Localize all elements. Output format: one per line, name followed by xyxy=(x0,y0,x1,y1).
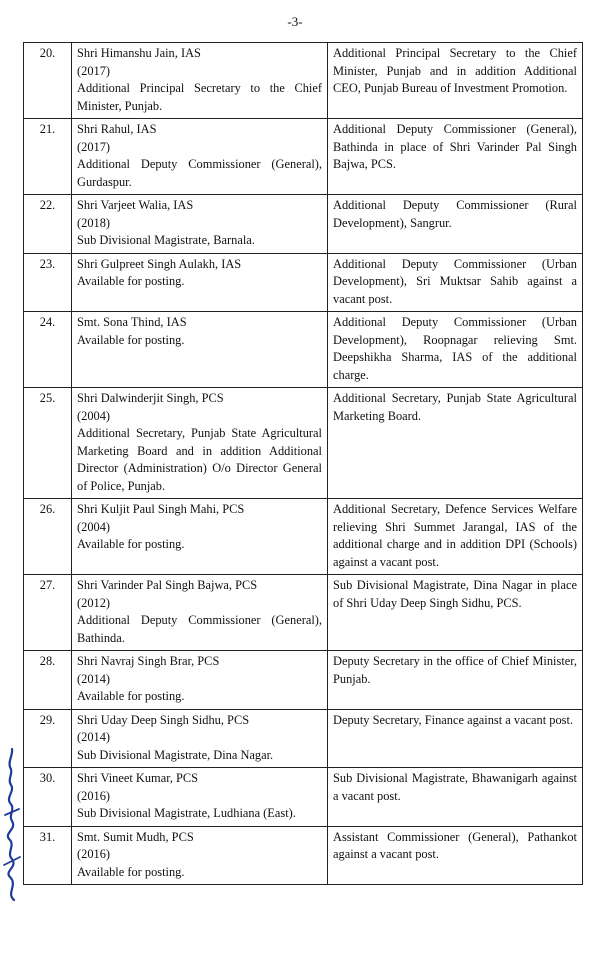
officer-name: Smt. Sumit Mudh, PCS xyxy=(77,829,194,844)
officer-cell xyxy=(72,499,328,575)
table-row xyxy=(24,709,583,768)
officer-batch: (2016) xyxy=(77,847,111,861)
officer-name: Shri Varinder Pal Singh Bajwa, PCS xyxy=(77,578,258,592)
transfer-orders-table xyxy=(23,42,583,885)
officer-cell xyxy=(72,43,328,119)
table-row xyxy=(24,575,583,651)
table-row xyxy=(24,768,583,827)
officer-batch: (2014) xyxy=(77,730,111,744)
table-row xyxy=(24,312,583,388)
table-row xyxy=(24,119,583,195)
officer-cell xyxy=(72,575,328,651)
officer-name: Shri Vineet Kumar, PCS xyxy=(77,771,199,785)
officer-cell xyxy=(72,253,328,312)
serial-number: 26. xyxy=(24,499,72,575)
new-posting: Additional Deputy Commissioner (General), Bathinda in place of Shri Varinder Pal Singh Bajwa, PCS. xyxy=(328,119,583,195)
handwritten-signature xyxy=(0,745,24,905)
officer-cell xyxy=(72,195,328,254)
serial-number: 23. xyxy=(24,253,72,312)
new-posting: Additional Principal Secretary to the Chief Minister, Punjab and in addition Additional CEO, Punjab Bureau of Investment Promotion. xyxy=(328,43,583,119)
serial-number: 21. xyxy=(24,119,72,195)
new-posting: Additional Deputy Commissioner (Urban Development), Roopnagar relieving Smt. Deepshikha Sharma, IAS of the additional charge. xyxy=(328,312,583,388)
officer-cell xyxy=(72,312,328,388)
serial-number: 22. xyxy=(24,195,72,254)
officer-batch: (2017) xyxy=(77,63,111,78)
officer-cell xyxy=(72,709,328,768)
new-posting: Additional Secretary, Defence Services Welfare relieving Shri Summet Jarangal, IAS of the additional charge and in addition DPI (Schools) against a vacant post. xyxy=(328,499,583,575)
current-posting: Sub Divisional Magistrate, Barnala. xyxy=(77,233,255,247)
officer-name: Shri Rahul, IAS xyxy=(77,122,157,136)
table-body xyxy=(24,43,583,885)
officer-name: Shri Dalwinderjit Singh, PCS xyxy=(77,391,224,405)
new-posting: Additional Deputy Commissioner (Urban Development), Sri Muktsar Sahib against a vacant post. xyxy=(328,253,583,312)
table-row xyxy=(24,651,583,710)
officer-name: Shri Varjeet Walia, IAS xyxy=(77,198,194,212)
current-posting: Available for posting. xyxy=(77,689,185,703)
current-posting: Available for posting. xyxy=(77,864,185,879)
new-posting: Additional Secretary, Punjab State Agricultural Marketing Board. xyxy=(328,388,583,499)
officer-cell xyxy=(72,119,328,195)
new-posting: Sub Divisional Magistrate, Bhawanigarh against a vacant post. xyxy=(328,768,583,827)
serial-number: 28. xyxy=(24,651,72,710)
page-number: -3- xyxy=(287,14,303,29)
current-posting: Additional Principal Secretary to the Chief Minister, Punjab. xyxy=(77,81,322,113)
new-posting: Assistant Commissioner (General), Pathankot against a vacant post. xyxy=(328,826,583,885)
table-row xyxy=(24,388,583,499)
officer-batch: (2004) xyxy=(77,408,111,423)
officer-cell xyxy=(72,768,328,827)
current-posting: Available for posting. xyxy=(77,332,185,347)
current-posting: Available for posting. xyxy=(77,537,185,551)
officer-name: Shri Himanshu Jain, IAS xyxy=(77,46,201,60)
officer-name: Shri Navraj Singh Brar, PCS xyxy=(77,654,220,668)
serial-number: 27. xyxy=(24,575,72,651)
serial-number: 30. xyxy=(24,768,72,827)
table-row xyxy=(24,499,583,575)
officer-batch: (2016) xyxy=(77,788,111,803)
serial-number: 20. xyxy=(24,43,72,119)
officer-batch: (2018) xyxy=(77,215,111,230)
current-posting: Additional Deputy Commissioner (General), Gurdaspur. xyxy=(77,157,322,189)
officer-name: Smt. Sona Thind, IAS xyxy=(77,315,187,329)
officer-name: Shri Kuljit Paul Singh Mahi, PCS xyxy=(77,502,245,516)
officer-batch: (2004) xyxy=(77,519,111,534)
serial-number: 31. xyxy=(24,826,72,885)
new-posting: Deputy Secretary in the office of Chief Minister, Punjab. xyxy=(328,651,583,710)
officer-batch: (2017) xyxy=(77,139,111,154)
officer-batch: (2012) xyxy=(77,595,111,610)
new-posting: Sub Divisional Magistrate, Dina Nagar in place of Shri Uday Deep Singh Sidhu, PCS. xyxy=(328,575,583,651)
officer-name: Shri Gulpreet Singh Aulakh, IAS xyxy=(77,256,242,271)
serial-number: 25. xyxy=(24,388,72,499)
current-posting: Additional Deputy Commissioner (General), Bathinda. xyxy=(77,613,322,645)
serial-number: 24. xyxy=(24,312,72,388)
officer-name: Shri Uday Deep Singh Sidhu, PCS xyxy=(77,712,250,727)
serial-number: 29. xyxy=(24,709,72,768)
table-row xyxy=(24,195,583,254)
officer-batch: (2014) xyxy=(77,671,111,686)
officer-cell xyxy=(72,651,328,710)
officer-cell xyxy=(72,388,328,499)
table-row xyxy=(24,826,583,885)
current-posting: Additional Secretary, Punjab State Agricultural Marketing Board and in addition Additional Director (Administration) O/o Director General of Police, Punjab. xyxy=(77,426,322,493)
new-posting: Deputy Secretary, Finance against a vacant post. xyxy=(328,709,583,768)
table-row xyxy=(24,253,583,312)
current-posting: Sub Divisional Magistrate, Ludhiana (East). xyxy=(77,806,296,820)
current-posting: Sub Divisional Magistrate, Dina Nagar. xyxy=(77,747,274,762)
current-posting: Available for posting. xyxy=(77,274,185,288)
table-row xyxy=(24,43,583,119)
new-posting: Additional Deputy Commissioner (Rural Development), Sangrur. xyxy=(328,195,583,254)
officer-cell xyxy=(72,826,328,885)
